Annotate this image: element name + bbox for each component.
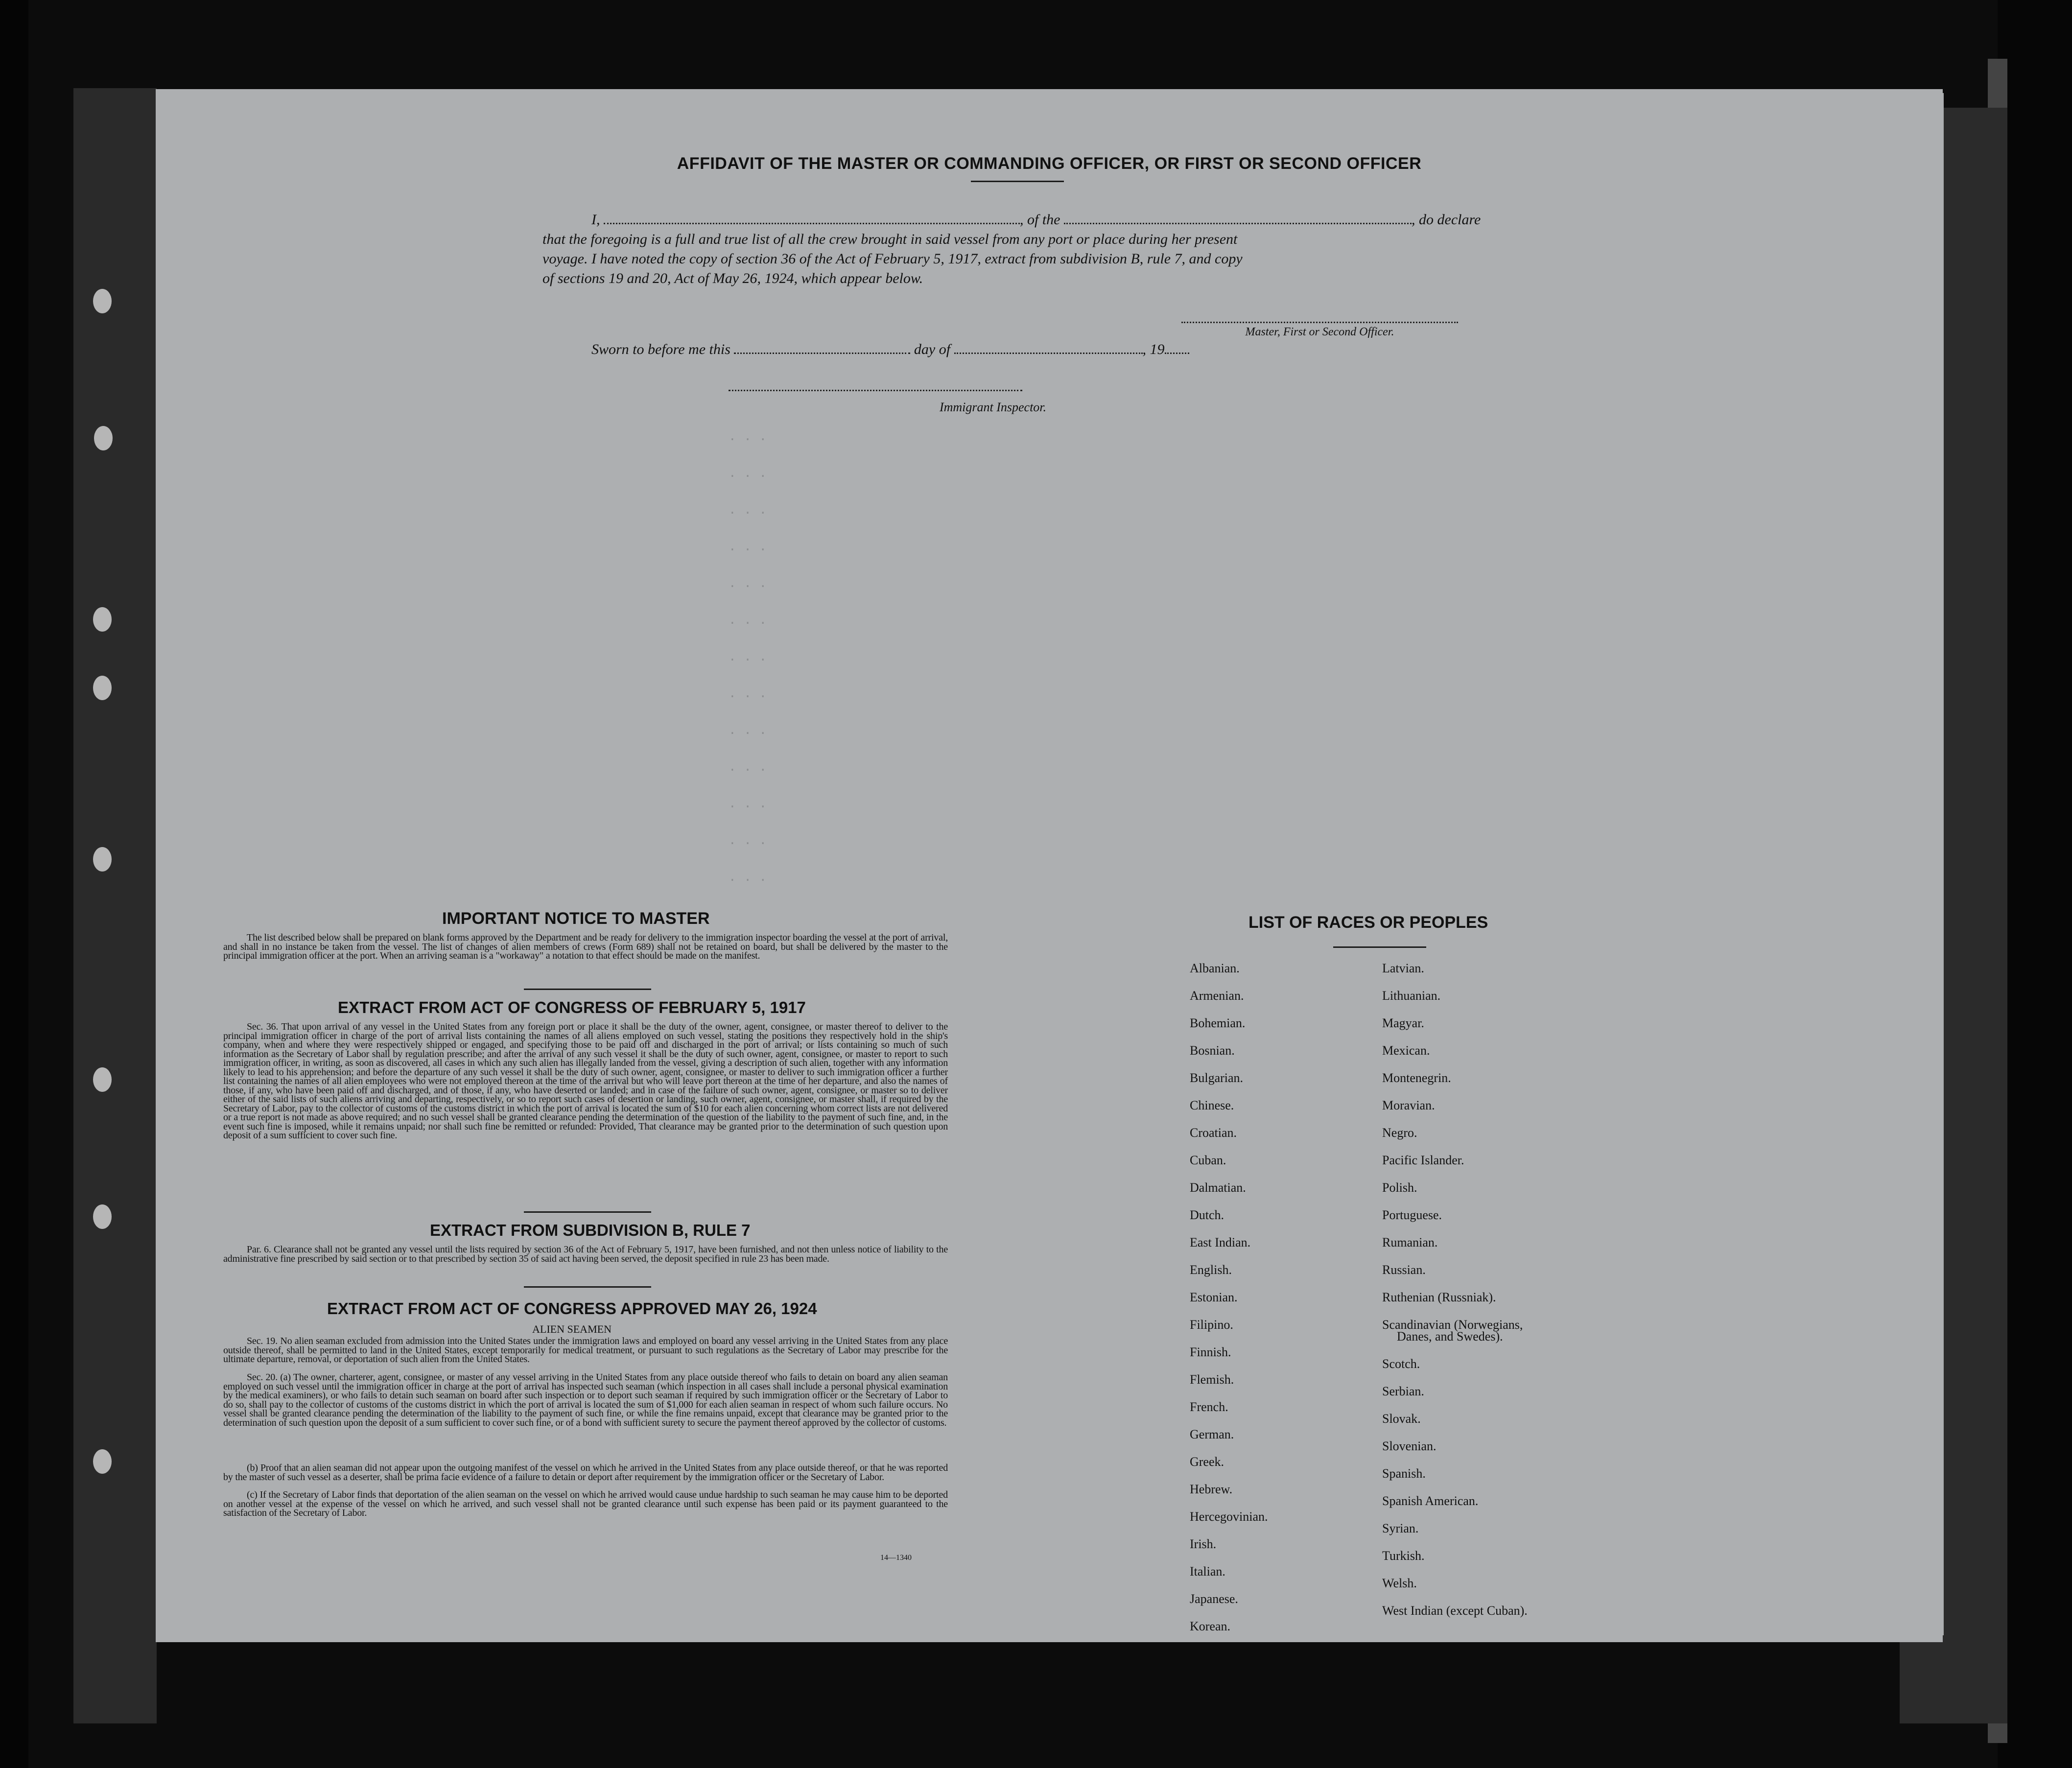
race-item: Lithuanian. [1382, 989, 1441, 1003]
race-item: Estonian. [1190, 1290, 1238, 1304]
ghost-marks: . . . [729, 576, 767, 591]
ghost-marks: . . . [729, 723, 767, 738]
race-item: Albanian. [1190, 961, 1240, 975]
race-item: Moravian. [1382, 1098, 1435, 1112]
affidavit-title: AFFIDAVIT OF THE MASTER OR COMMANDING OFFICER, OR FIRST OR SECOND OFFICER [677, 154, 1422, 173]
vessel-field[interactable] [1064, 223, 1412, 224]
race-item: Italian. [1190, 1564, 1225, 1579]
binding-hole [93, 289, 112, 313]
declaration-line-2: that the foregoing is a full and true list of all the crew brought in said vessel from any port or place during her present [542, 231, 1238, 247]
signature-label: Master, First or Second Officer. [1245, 326, 1394, 338]
ghost-marks: . . . [729, 540, 767, 554]
race-item: Slovenian. [1382, 1439, 1436, 1453]
ghost-marks: . . . [729, 429, 767, 444]
sworn-month-field[interactable] [954, 353, 1143, 354]
races-right-column [1382, 955, 1528, 1625]
binding-hole [94, 426, 113, 450]
binding-hole [93, 607, 112, 632]
left-film-edge [0, 0, 28, 1768]
race-item: Irish. [1190, 1537, 1217, 1551]
race-item: East Indian. [1190, 1235, 1251, 1249]
race-item: French. [1190, 1400, 1228, 1414]
race-item: Armenian. [1190, 989, 1244, 1003]
section-divider [524, 989, 651, 990]
race-item: Latvian. [1382, 961, 1424, 975]
sworn-day-field[interactable] [734, 353, 910, 354]
decl-of-the: , of the [1020, 212, 1060, 228]
race-item: Hebrew. [1190, 1482, 1233, 1496]
race-item: Hercegovinian. [1190, 1509, 1268, 1524]
rule7-heading: EXTRACT FROM SUBDIVISION B, RULE 7 [430, 1221, 751, 1239]
race-item: Japanese. [1190, 1592, 1238, 1606]
race-item: Portuguese. [1382, 1208, 1442, 1222]
sec19-body: Sec. 19. No alien seaman excluded from admission into the United States under the immigration laws and employed on board any vessel arriving in the United States from any place outside thereof, shall be permitted to land in the United States, except temporarily for medical treatment, or pursuant to such regulations as the Secretary of Labor may prescribe for the ultimate departure, removal, or deportation of such alien from the United States. [223, 1336, 948, 1365]
binding-hole [93, 1067, 112, 1092]
extract-1924-heading: EXTRACT FROM ACT OF CONGRESS APPROVED MAY 26, 1924 [327, 1299, 817, 1318]
races-left-column [1190, 955, 1268, 1640]
race-item: Syrian. [1382, 1521, 1419, 1535]
race-item: Cuban. [1190, 1153, 1226, 1167]
notice-body: The list described below shall be prepared on blank forms approved by the Department and be ready for delivery to the immigration inspector boarding the vessel at the port of arrival, and shall in no instance be taken from the vessel. The list of changes of alien members of crews (Form 689) shall not be retained on board, but shall be delivered by the master to the principal immigration officer at the port. When an arriving seaman is a "workaway" a notation to that effect should be made on the manifest. [223, 932, 948, 961]
sec20a-body: Sec. 20. (a) The owner, charterer, agent, consignee, or master of any vessel arriving in the United States from any place outside thereof who fails to detain on board any alien seaman employed on such vessel until the immigration officer in charge at the port of arrival has inspected such seaman (which inspection in all cases shall include a personal physical examination by the medical examiners), or who fails to detain such seaman on board after such inspection or to deport such seaman if required by such immigration officer or the Secretary of Labor to do so, shall pay to the collector of customs of the customs district in which the port of arrival is located the sum of $1,000 for each alien seaman in respect of whom such failure occurs. No vessel shall be granted clearance pending the determination of the liability to the payment of such fine, or while the fine remains unpaid, except that clearance may be granted prior to the determination of such question upon the deposit of a sum sufficient to cover such fine, or of a bond with sufficient surety to secure the payment thereof approved by the collector of customs. [223, 1372, 948, 1428]
declaration-line-1 [591, 210, 1656, 230]
race-item: Croatian. [1190, 1126, 1237, 1140]
race-item: Negro. [1382, 1126, 1417, 1140]
sworn-label: Sworn to before me this [591, 341, 730, 357]
binding-hole [93, 1204, 112, 1229]
race-item: Welsh. [1382, 1576, 1417, 1590]
ghost-marks: . . . [729, 613, 767, 628]
sworn-line [591, 340, 1424, 359]
left-binding-strip [73, 88, 157, 1723]
race-item: Dalmatian. [1190, 1180, 1246, 1195]
form-number: 14—1340 [880, 1554, 912, 1562]
race-item: Serbian. [1382, 1384, 1424, 1398]
ghost-marks: . . . [729, 466, 767, 481]
declaration-line-4: of sections 19 and 20, Act of May 26, 1924, which appear below. [542, 270, 923, 286]
ghost-marks: . . . [729, 760, 767, 775]
inspector-signature-field[interactable] [729, 390, 1022, 391]
race-item: Finnish. [1190, 1345, 1231, 1359]
race-item: German. [1190, 1427, 1234, 1441]
sec20b-body: (b) Proof that an alien seaman did not appear upon the outgoing manifest of the vessel on which he arrived in the United States from any place outside thereof, or that he was reported by the master of such vessel as a deserter, shall be prima facie evidence of a failure to detain or deport after requirement by the immigration officer or the Secretary of Labor. [223, 1462, 948, 1483]
race-item: Dutch. [1190, 1208, 1224, 1222]
ghost-marks: . . . [729, 650, 767, 664]
race-item: Chinese. [1190, 1098, 1234, 1112]
race-item: Korean. [1190, 1619, 1231, 1633]
race-item: Rumanian. [1382, 1235, 1438, 1249]
race-item: Polish. [1382, 1180, 1417, 1195]
race-item: Magyar. [1382, 1016, 1424, 1030]
races-underline [1333, 946, 1426, 948]
extract-1917-body: Sec. 36. That upon arrival of any vessel in the United States from any foreign port or place it shall be the duty of the owner, agent, consignee, or master thereof to deliver to the principal immigration officer in charge of the port of arrival lists containing the names of all aliens employed on such vessel, stating the positions they respectively hold in the ship's company, when and where they were respectively shipped or engaged, and specifying those to be paid off and discharged in the port of arrival; or lists containing so much of such information as the Secretary of Labor shall by regulation prescribe; and after the arrival of any such vessel it shall be the duty of such owner, agent, consignee, or master to report to such immigration officer, in writing, as soon as discovered, all cases in which any such alien has illegally landed from the vessel, giving a description of such alien, together with any information likely to lead to his apprehension; and before the departure of any such vessel it shall be the duty of such owner, agent, consignee, or master to deliver to such immigration officer a further list containing the names of all alien employees who were not employed thereon at the time of the arrival but who will leave port thereon at the time of her departure, and also the names of those, if any, who have been paid off and discharged, and of those, if any, who have deserted or landed; and in case of the failure of such owner, agent, consignee, or master so to deliver either of the said lists of such aliens arriving and departing, respectively, or so to report such cases of desertion or landing, such owner, agent, consignee, or master shall, if required by the Secretary of Labor, pay to the collector of customs of the customs district in which the port of arrival is located the sum of $10 for each alien concerning whom correct lists are not delivered or a true report is not made as above required; and no such vessel shall be granted clearance pending the determination of the question of the liability to the payment of such fine, and, in the event such fine is imposed, while it remains unpaid; nor shall such fine be remitted or refunded: Provided, That clearance may be granted prior to the determination of such question upon deposit of a sum sufficient to cover such fine. [223, 1021, 948, 1141]
document-page [156, 89, 1943, 1642]
race-item: Pacific Islander. [1382, 1153, 1464, 1167]
races-heading: LIST OF RACES OR PEOPLES [1248, 913, 1488, 932]
race-item: Scandinavian (Norwegians, [1382, 1318, 1523, 1332]
race-item: English. [1190, 1263, 1232, 1277]
year-prefix: , 19 [1142, 341, 1165, 357]
notice-heading: IMPORTANT NOTICE TO MASTER [442, 909, 710, 928]
ghost-marks: . . . [729, 870, 767, 885]
rule7-body: Par. 6. Clearance shall not be granted any vessel until the lists required by section 36 of the Act of February 5, 1917, have been furnished, and not then unless notice of liability to the administrative fine prescribed by said section or to that prescribed by section 35 of said act having been served, the deposit specified in rule 23 has been made. [223, 1244, 948, 1264]
ghost-marks: . . . [729, 686, 767, 701]
race-item: Flemish. [1190, 1372, 1234, 1387]
title-underline [971, 181, 1064, 182]
race-item: Russian. [1382, 1263, 1426, 1277]
race-item: Turkish. [1382, 1549, 1425, 1563]
declaration-line-3: voyage. I have noted the copy of section 36 of the Act of February 5, 1917, extract from subdivision B, rule 7, and copy [542, 251, 1243, 267]
race-item: Bohemian. [1190, 1016, 1246, 1030]
race-item: Slovak. [1382, 1412, 1421, 1426]
signature-field[interactable] [1181, 322, 1458, 323]
race-item: Ruthenian (Russniak). [1382, 1290, 1496, 1304]
race-item: Greek. [1190, 1455, 1224, 1469]
inspector-label: Immigrant Inspector. [939, 400, 1047, 414]
section-divider [524, 1211, 651, 1213]
decl-do-declare: , do declare [1412, 212, 1481, 228]
race-item: Filipino. [1190, 1318, 1233, 1332]
right-film-edge [1998, 0, 2072, 1768]
race-item: Bosnian. [1190, 1043, 1235, 1058]
race-item: Scotch. [1382, 1357, 1420, 1371]
binding-hole [93, 676, 112, 700]
decl-i: I, [591, 212, 600, 228]
race-item: West Indian (except Cuban). [1382, 1603, 1528, 1618]
binding-hole [93, 1449, 112, 1474]
ghost-marks: . . . [729, 797, 767, 811]
race-item: Mexican. [1382, 1043, 1430, 1058]
extract-1917-heading: EXTRACT FROM ACT OF CONGRESS OF FEBRUARY 5, 1917 [338, 998, 806, 1016]
alien-seamen-subheading: ALIEN SEAMEN [532, 1323, 612, 1335]
section-divider [524, 1286, 651, 1288]
race-item: Spanish American. [1382, 1494, 1479, 1508]
ghost-marks: . . . [729, 503, 767, 518]
name-field[interactable] [604, 223, 1020, 224]
sworn-year-field[interactable] [1165, 353, 1189, 354]
ghost-marks: . . . [729, 833, 767, 848]
sec20c-body: (c) If the Secretary of Labor finds that deportation of the alien seaman on the vessel on which he arrived would cause undue hardship to such seaman he may cause him to be deported on another vessel at the expense of the vessel on which he arrived, and such vessel shall not be granted clearance until such expense has been paid or its payment guaranteed to the satisfaction of the Secretary of Labor. [223, 1489, 948, 1518]
day-of-label: day of [914, 341, 951, 357]
race-item: Bulgarian. [1190, 1071, 1244, 1085]
race-item: Spanish. [1382, 1466, 1426, 1481]
race-item: Danes, and Swedes). [1397, 1329, 1503, 1344]
race-item: Montenegrin. [1382, 1071, 1451, 1085]
binding-hole [93, 847, 112, 872]
